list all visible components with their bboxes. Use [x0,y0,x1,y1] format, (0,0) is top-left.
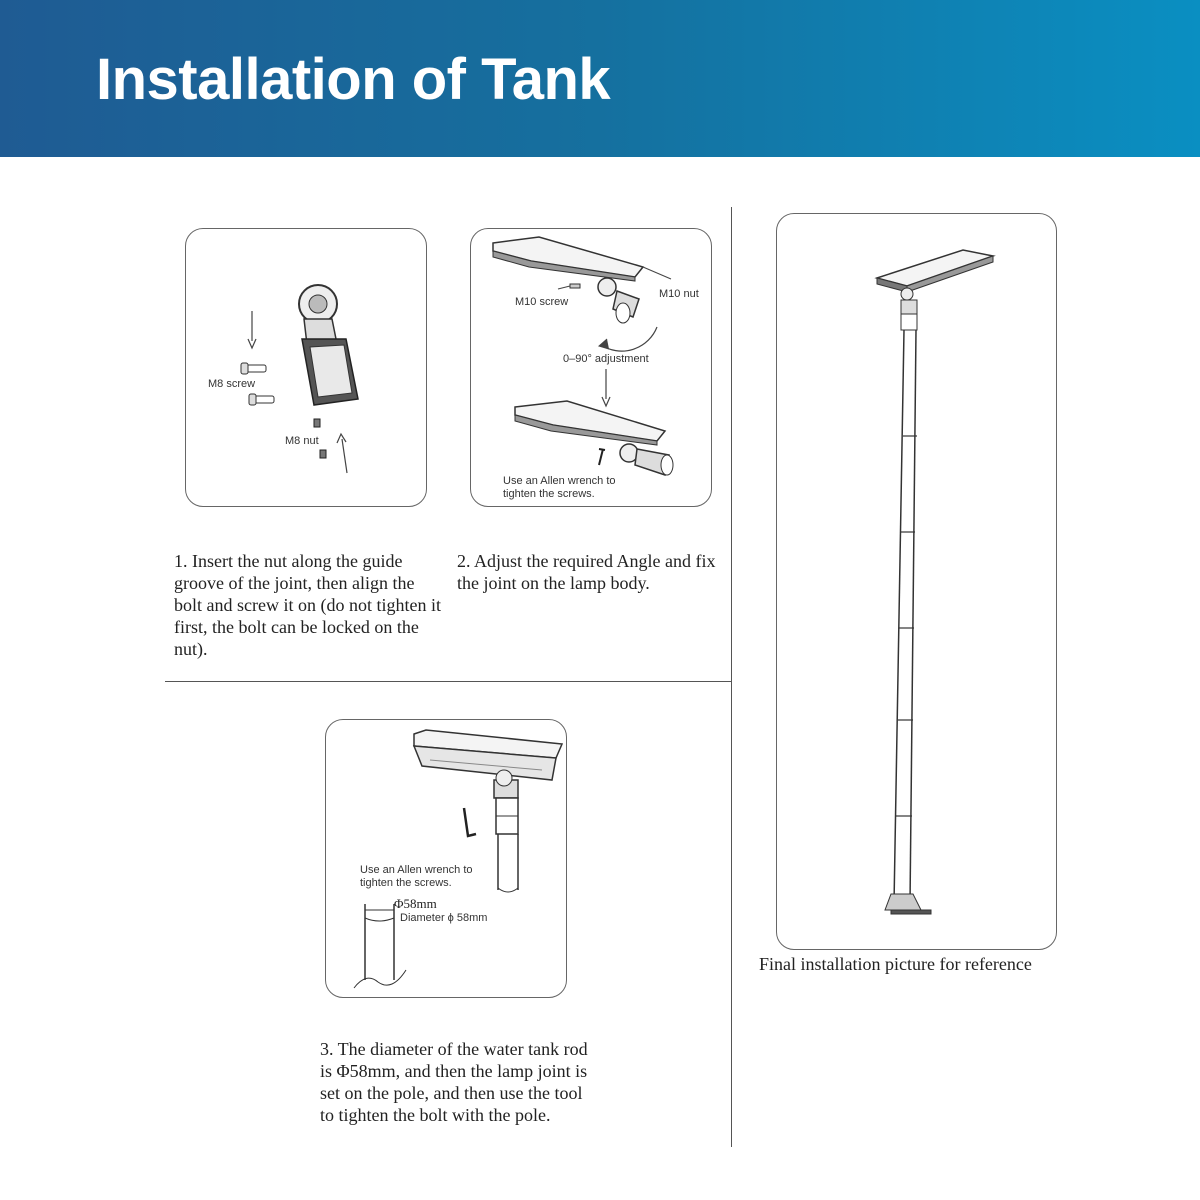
step2-illustration [470,228,712,507]
allen-instruction-line2: tighten the screws. [360,877,452,889]
step3-caption: 3. The diameter of the water tank rod is Φ58mm, and then the lamp joint is set on the pole, and then use the tool to tighten the bolt with the pole. [320,1039,588,1125]
rotation-arrow-icon [599,327,657,351]
down-arrow-icon [248,311,256,348]
vertical-divider [731,207,732,1147]
header-banner [0,0,1200,157]
lamp-panel-icon [493,237,671,281]
final-installation-illustration [776,213,1057,950]
joint-icon [901,288,917,330]
pole-base-icon [885,894,931,914]
joint-icon [598,278,639,323]
pole-icon [894,330,917,904]
up-arrow-icon [337,434,347,473]
m8-nut-label: M8 nut [285,435,319,447]
allen-instruction-line2: tighten the screws. [503,488,595,500]
allen-instruction-line1: Use an Allen wrench to [360,864,473,876]
m10-screw-icon [570,284,580,288]
diameter-label: Diameter ϕ 58mm [400,912,488,924]
step1-illustration [185,228,427,507]
horizontal-divider [165,681,732,682]
solar-panel-icon [877,250,993,292]
m8-screw-icon [241,363,266,374]
step3-illustration [325,719,567,998]
down-arrow-icon [602,369,610,406]
pole-section-icon [354,904,406,988]
joint-icon [494,770,518,834]
allen-instruction-line1: Use an Allen wrench to [503,475,616,487]
joint-bracket-icon [299,285,358,405]
lamp-panel-icon [414,730,562,780]
page-title: Installation of Tank [96,47,611,112]
pole-dimension-label: Φ58mm [394,896,437,911]
step1-caption: 1. Insert the nut along the guide groove of the joint, then align the bolt and screw it on (do not tighten it first, the bolt can be locked on the nut). [174,551,441,659]
pole-icon [498,834,518,892]
adjustment-label: 0–90° adjustment [563,353,649,365]
m8-screw-label: M8 screw [208,378,256,390]
m10-screw-label: M10 screw [515,296,569,308]
m8-screw-icon [249,394,274,405]
m10-nut-label: M10 nut [659,288,699,300]
allen-wrench-icon [464,808,476,836]
final-caption: Final installation picture for reference [759,954,1032,974]
allen-wrench-icon [599,449,605,465]
step2-caption: 2. Adjust the required Angle and fix the joint on the lamp body. [457,551,716,593]
assembled-lamp-icon [515,401,673,475]
